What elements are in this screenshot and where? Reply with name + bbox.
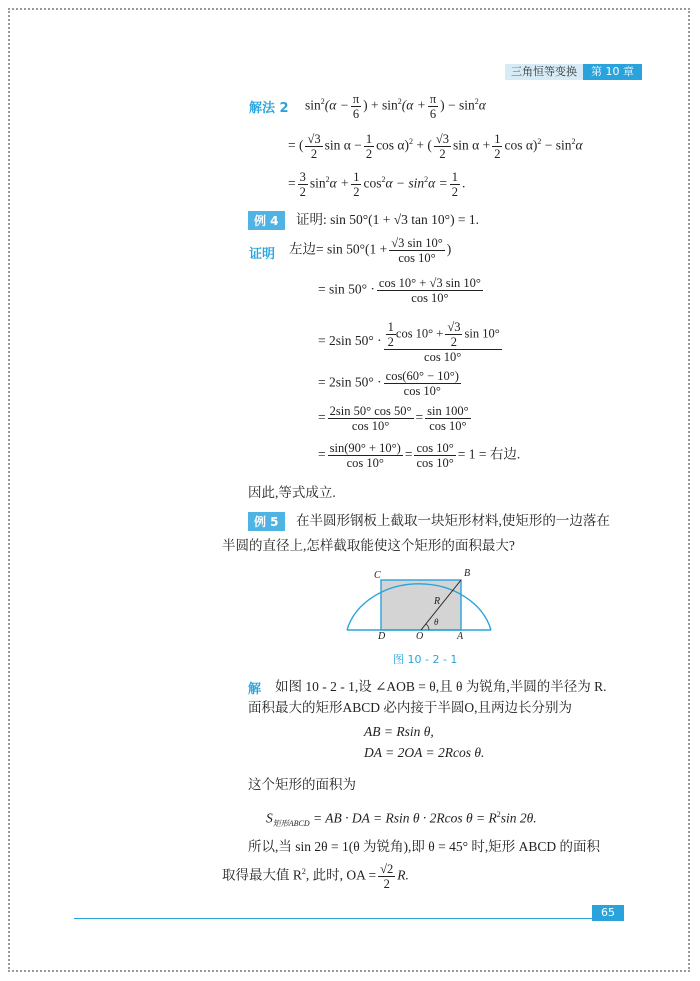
exp: 2 <box>496 810 501 819</box>
point-B: B <box>464 568 471 579</box>
footer-rule <box>74 918 602 919</box>
point-C: C <box>374 570 381 581</box>
method2-label: 解法 2 <box>249 101 289 116</box>
fraction <box>351 92 361 121</box>
fraction <box>364 132 374 161</box>
denominator: cos 10° <box>351 419 390 433</box>
expr: = <box>318 409 326 425</box>
fraction <box>450 170 460 199</box>
expr: = 1 = 右边. <box>457 446 521 462</box>
expr: = AB · DA = Rsin θ · 2Rcos θ = R <box>313 810 497 826</box>
numerator: π <box>429 92 437 106</box>
numerator: cos 10° <box>416 441 454 455</box>
expr: sin 10° <box>464 326 500 341</box>
fraction <box>492 132 502 161</box>
fraction <box>377 276 483 305</box>
fraction <box>378 862 395 891</box>
expr: = <box>288 175 296 191</box>
expr: sin α + <box>453 137 491 153</box>
denominator: 2 <box>450 335 458 349</box>
semicircle-figure <box>345 560 495 640</box>
expr: sin <box>305 97 321 113</box>
numerator <box>384 320 502 350</box>
example5-label: 例 5 <box>248 512 285 531</box>
label-theta: θ <box>434 617 439 627</box>
expr: 左边= sin 50°(1 + <box>289 241 388 257</box>
denominator: 6 <box>429 107 437 121</box>
fraction <box>414 441 455 470</box>
fraction <box>384 369 461 398</box>
proof-label: 证明 <box>249 247 276 262</box>
numerator: cos 10° + √3 sin 10° <box>378 276 481 290</box>
numerator: 1 <box>387 320 394 334</box>
area-equation <box>266 806 537 833</box>
example4-conclusion: 因此,等式成立. <box>248 485 336 500</box>
denominator: 2 <box>310 147 318 161</box>
numerator: cos(60° − 10°) <box>385 369 459 383</box>
chapter-name: 三角恒等变换 <box>505 64 583 80</box>
expr: α <box>478 97 486 113</box>
exp: 2 <box>381 175 386 185</box>
numerator: sin 100° <box>427 404 469 418</box>
fraction <box>425 404 470 433</box>
expr: = sin 50° · <box>318 281 375 297</box>
expr: = <box>318 446 326 462</box>
numerator: sin(90° + 10°) <box>329 441 401 455</box>
page-number: 65 <box>592 905 624 921</box>
expr: 取得最大值 R <box>222 867 302 883</box>
method2-line2 <box>288 132 583 161</box>
numerator: 3 <box>299 170 306 184</box>
exp: 2 <box>571 137 576 147</box>
method2-line3 <box>288 170 465 199</box>
expr: sin α − <box>324 137 362 153</box>
exp: 2 <box>320 97 325 107</box>
expr: + ( <box>416 137 432 153</box>
numerator: √2 <box>380 862 394 876</box>
numerator: 1 <box>365 132 373 146</box>
area-intro: 这个矩形的面积为 <box>248 777 356 792</box>
fraction <box>351 170 361 199</box>
fraction <box>328 441 403 470</box>
proof-step-2 <box>318 276 485 305</box>
example5-statement-1: 在半圆形钢板上截取一块矩形材料,使矩形的一边落在 <box>296 513 610 528</box>
denominator: 2 <box>451 185 458 199</box>
expr: = 2sin 50° · <box>318 374 382 390</box>
example4-label: 例 4 <box>248 211 285 230</box>
solution-label: 解 <box>248 682 262 697</box>
expr: sin 2θ. <box>500 810 537 826</box>
denominator: 2 <box>439 147 446 161</box>
fraction <box>384 320 502 364</box>
expr: cos 10° + <box>395 326 444 341</box>
point-D: D <box>378 631 386 642</box>
method2-line1 <box>305 92 486 121</box>
point-O: O <box>416 631 424 642</box>
expr: = 2sin 50° · <box>318 333 382 349</box>
fraction <box>434 132 451 161</box>
chapter-number: 第 10 章 <box>583 64 642 80</box>
fraction <box>298 170 308 199</box>
numerator: √3 <box>307 132 321 146</box>
exp: 2 <box>409 137 414 147</box>
proof-step-5 <box>318 404 473 433</box>
denominator: cos 10° <box>429 419 467 433</box>
denominator: cos 10° <box>424 350 462 364</box>
exp: 2 <box>474 97 479 107</box>
expr: ) − sin <box>440 97 475 113</box>
fraction <box>445 320 462 349</box>
expr: = <box>404 446 413 462</box>
expr: (α + <box>401 97 426 113</box>
numerator: √3 <box>435 132 449 146</box>
fraction <box>328 404 414 433</box>
expr: = ( <box>288 137 304 153</box>
expr: R. <box>397 867 409 883</box>
denominator: 2 <box>353 185 360 199</box>
denominator: 2 <box>494 147 501 161</box>
figure-caption: 图 10 - 2 - 1 <box>393 653 458 666</box>
expr: sin <box>309 175 326 191</box>
equation-ab: AB = Rsin θ, <box>364 724 434 739</box>
exp: 2 <box>325 175 330 185</box>
conclusion-line-1: 所以,当 sin 2θ = 1(θ 为锐角),即 θ = 45° 时,矩形 ABCD 的面积 <box>248 839 601 854</box>
denominator: cos 10° <box>398 251 436 265</box>
denominator: cos 10° <box>416 456 454 470</box>
expr: α − sin <box>385 175 425 191</box>
expr: ) <box>446 241 452 257</box>
denominator: 2 <box>383 877 390 891</box>
chapter-header <box>505 64 642 80</box>
example4-statement: 证明: sin 50°(1 + √3 tan 10°) = 1. <box>296 212 480 227</box>
subscript: 矩形ABCD <box>272 819 310 829</box>
numerator: 2sin 50° cos 50° <box>329 404 412 418</box>
denominator: 2 <box>387 335 394 349</box>
solution-line-1: 如图 10 - 2 - 1,设 ∠AOB = θ,且 θ 为锐角,半圆的半径为 R. <box>275 679 607 694</box>
numerator: 1 <box>494 132 501 146</box>
expr: ) + sin <box>363 97 398 113</box>
fraction <box>428 92 438 121</box>
fraction <box>305 132 322 161</box>
numerator: 1 <box>353 170 360 184</box>
point-A: A <box>457 631 464 642</box>
denominator: cos 10° <box>346 456 384 470</box>
proof-step-1 <box>289 236 451 265</box>
exp: 2 <box>301 867 306 877</box>
expr: α = <box>428 175 448 191</box>
example5-statement-2: 半圆的直径上,怎样截取能使这个矩形的面积最大? <box>222 538 515 553</box>
exp: 2 <box>397 97 402 107</box>
proof-step-6 <box>318 441 520 470</box>
exp: 2 <box>537 137 542 147</box>
proof-step-3 <box>318 320 504 364</box>
expr: (α − <box>324 97 349 113</box>
expr: α <box>575 137 583 153</box>
expr: S <box>266 810 273 826</box>
expr: , 此时, OA = <box>305 867 377 883</box>
label-R: R <box>434 596 441 607</box>
numerator: √3 <box>447 320 461 334</box>
denominator: 6 <box>352 107 360 121</box>
expr: = <box>415 409 424 425</box>
expr: . <box>462 175 466 191</box>
fraction <box>386 320 396 349</box>
numerator: π <box>352 92 360 106</box>
expr: cos <box>363 175 382 191</box>
solution-line-2: 面积最大的矩形ABCD 必内接于半圆O,且两边长分别为 <box>248 700 573 715</box>
denominator: 2 <box>299 185 306 199</box>
expr: α + <box>329 175 350 191</box>
expr: cos α) <box>376 137 410 153</box>
denominator: 2 <box>365 147 373 161</box>
numerator: √3 sin 10° <box>391 236 443 250</box>
denominator: cos 10° <box>403 384 441 398</box>
expr: cos α) <box>504 137 538 153</box>
expr: − sin <box>544 137 572 153</box>
semicircle-diagram <box>345 560 495 640</box>
exp: 2 <box>424 175 429 185</box>
denominator: cos 10° <box>411 291 449 305</box>
proof-step-4 <box>318 369 463 398</box>
fraction <box>389 236 444 265</box>
conclusion-line-2 <box>222 862 409 891</box>
equation-da: DA = 2OA = 2Rcos θ. <box>364 745 485 760</box>
numerator: 1 <box>451 170 458 184</box>
